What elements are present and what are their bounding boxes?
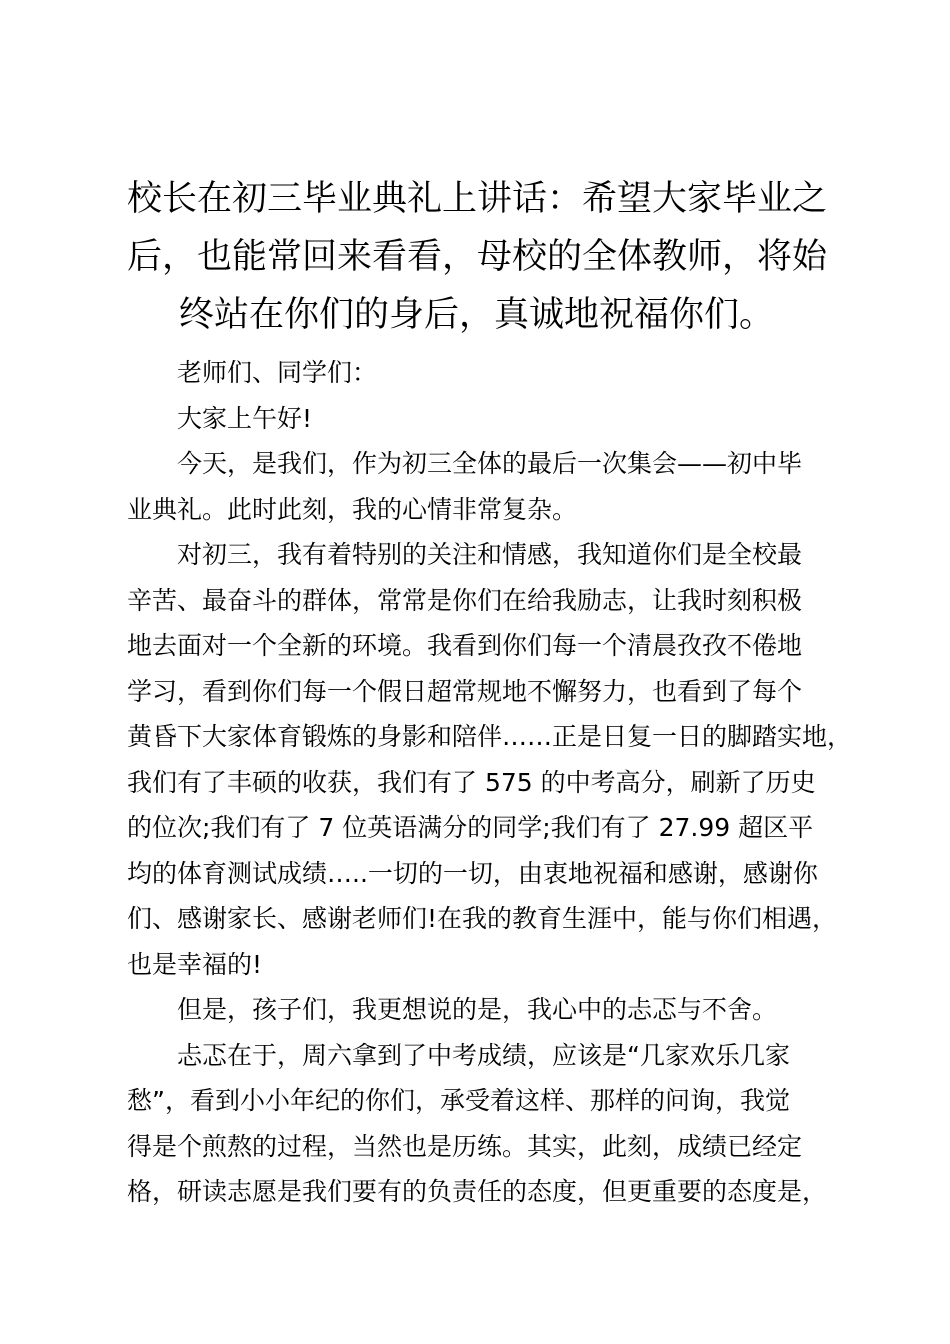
text-line: 我们有了丰硕的收获，我们有了 575 的中考高分，刷新了历史 bbox=[127, 767, 816, 797]
greeting-paragraph bbox=[127, 396, 855, 442]
document-page bbox=[127, 170, 855, 1215]
text-line: 对初三，我有着特别的关注和情感，我知道你们是全校最 bbox=[177, 540, 803, 569]
body-paragraph bbox=[127, 987, 855, 1033]
title-line: 后，也能常回来看看，母校的全体教师，将始 bbox=[127, 237, 828, 277]
text-line: 的位次;我们有了 7 位英语满分的同学;我们有了 27.99 超区平 bbox=[127, 813, 814, 842]
body-paragraph bbox=[127, 441, 855, 532]
body-paragraph bbox=[127, 532, 855, 987]
title-line: 终站在你们的身后，真诚地祝福你们。 bbox=[179, 295, 775, 335]
title-line: 校长在初三毕业典礼上讲话：希望大家毕业之 bbox=[127, 179, 828, 219]
document-body bbox=[127, 350, 855, 1215]
text-line: 但是，孩子们，我更想说的是，我心中的忐忑与不舍。 bbox=[177, 995, 778, 1024]
text-line: 愁”，看到小小年纪的你们，承受着这样、那样的问询，我觉 bbox=[127, 1086, 790, 1115]
text-line: 均的体育测试成绩…..一切的一切，由衷地祝福和感谢，感谢你 bbox=[127, 858, 818, 888]
text-line: 老师们、同学们： bbox=[177, 358, 378, 387]
text-line: 黄昏下大家体育锻炼的身影和陪伴……正是日复一日的脚踏实地， bbox=[127, 722, 853, 751]
text-line: 今天，是我们，作为初三全体的最后一次集会——初中毕 bbox=[177, 449, 803, 478]
text-line: 忐忑在于，周六拿到了中考成绩，应该是“几家欢乐几家 bbox=[177, 1040, 790, 1070]
text-line: 也是幸福的! bbox=[127, 949, 263, 979]
document-title bbox=[127, 170, 855, 344]
text-line: 学习，看到你们每一个假日超常规地不懈努力，也看到了每个 bbox=[127, 676, 803, 706]
text-line: 业典礼。此时此刻，我的心情非常复杂。 bbox=[127, 494, 578, 524]
text-line: 大家上午好! bbox=[177, 403, 313, 433]
text-line: 辛苦、最奋斗的群体，常常是你们在给我励志，让我时刻积极 bbox=[127, 585, 803, 615]
text-line: 得是个煎熬的过程，当然也是历练。其实，此刻，成绩已经定 bbox=[127, 1131, 803, 1161]
text-line: 们、感谢家长、感谢老师们!在我的教育生涯中，能与你们相遇， bbox=[127, 904, 838, 933]
salutation-paragraph bbox=[127, 350, 855, 396]
text-line: 格，研读志愿是我们要有的负责任的态度，但更重要的态度是， bbox=[127, 1177, 828, 1206]
text-line: 地去面对一个全新的环境。我看到你们每一个清晨孜孜不倦地 bbox=[127, 631, 803, 660]
body-paragraph bbox=[127, 1033, 855, 1215]
